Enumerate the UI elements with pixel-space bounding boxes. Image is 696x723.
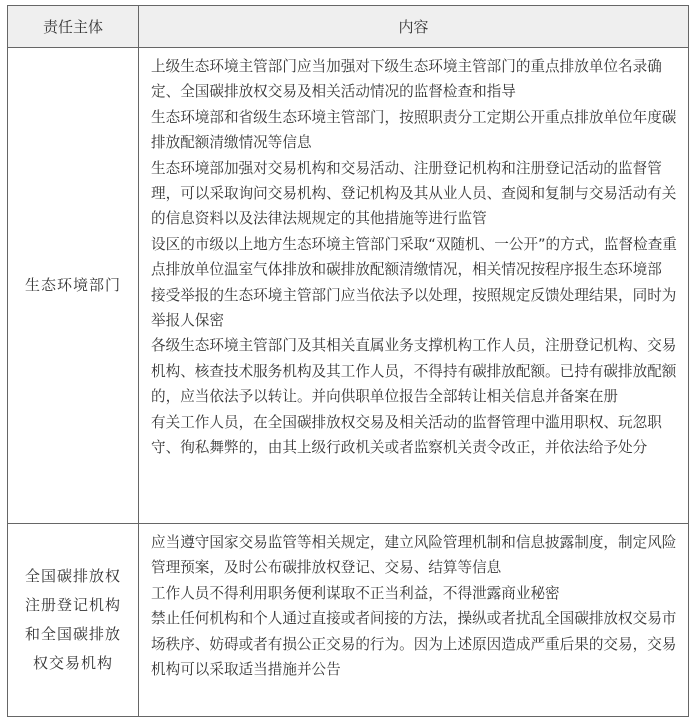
content-item: 应当遵守国家交易监管等相关规定，建立风险管理机制和信息披露制度，制定风险管理预案，及时公布碳排放权登记、交易、结算等信息 <box>151 534 677 577</box>
header-subject: 责任主体 <box>8 6 139 48</box>
content-item: 生态环境部和省级生态环境主管部门，按照职责分工定期公开重点排放单位年度碳排放配额清缴情况等信息 <box>151 108 677 152</box>
content-cell <box>139 48 689 524</box>
header-row <box>8 6 689 48</box>
table-row <box>8 524 689 717</box>
content-item: 各级生态环境主管部门及其相关直属业务支撑机构工作人员，注册登记机构、交易机构、核查技术服务机构及其工作人员，不得持有碳排放配额。已持有碳排放配额的，应当依法予以转让。并向供职单位报告全部转让相关信息并备案在册 <box>151 337 677 406</box>
content-item: 生态环境部加强对交易机构和交易活动、注册登记机构和注册登记活动的监督管理，可以采取询问交易机构、登记机构及其从业人员、查阅和复制与交易活动有关的信息资料以及法律法规规定的其他措施等进行监管 <box>151 159 677 228</box>
content-item: 禁止任何机构和个人通过直接或者间接的方法，操纵或者扰乱全国碳排放权交易市场秩序、妨碍或者有损公正交易的行为。因为上述原因造成严重后果的交易，交易机构可以采取适当措施并公告 <box>151 610 677 679</box>
table-row <box>8 48 689 524</box>
content-item: 设区的市级以上地方生态环境主管部门采取“双随机、一公开”的方式，监督检查重点排放单位温室气体排放和碳排放配额清缴情况，相关情况按程序报生态环境部 <box>151 235 677 279</box>
content-item: 有关工作人员，在全国碳排放权交易及相关活动的监督管理中滥用职权、玩忽职守、徇私舞弊的，由其上级行政机关或者监察机关责令改正，并依法给予处分 <box>151 413 662 457</box>
content-item: 接受举报的生态环境主管部门应当依法予以处理，按照规定反馈处理结果，同时为举报人保密 <box>151 286 677 330</box>
content-item: 上级生态环境主管部门应当加强对下级生态环境主管部门的重点排放单位名录确定、全国碳排放权交易及相关活动情况的监督检查和指导 <box>151 58 662 101</box>
content-item: 工作人员不得利用职务便利谋取不正当利益，不得泄露商业秘密 <box>151 584 560 602</box>
content-cell <box>139 524 689 717</box>
responsibility-table <box>7 5 689 717</box>
header-content: 内容 <box>139 6 689 48</box>
subject-cell: 生态环境部门 <box>8 48 139 524</box>
subject-cell: 全国碳排放权注册登记机构和全国碳排放权交易机构 <box>8 524 139 717</box>
